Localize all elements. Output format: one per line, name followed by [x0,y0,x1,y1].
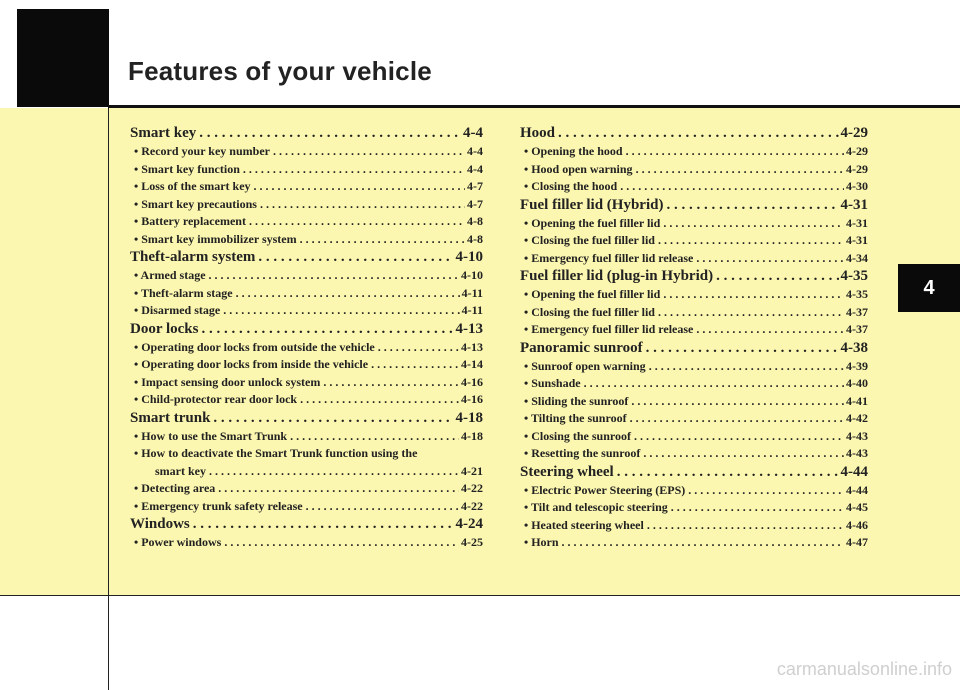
toc-entry-label: • Sunshade . . . [524,375,844,393]
toc-page-number: 4-7 [467,179,483,193]
toc-subentry[interactable] [520,215,868,233]
toc-subentry[interactable] [130,178,483,196]
toc-page-number: 4-10 [461,268,483,282]
toc-entry-label: • Sliding the sunroof . . . [524,393,844,411]
toc-entry-label: • Closing the hood . . . [524,178,844,196]
toc-entry-label: • Electric Power Steering (EPS) . . . [524,482,844,500]
toc-section[interactable] [520,463,868,482]
toc-page-number: 4-46 [846,517,868,532]
toc-entry-label: Panoramic sunroof . . . [520,339,839,358]
toc-subentry[interactable] [520,304,868,322]
toc-entry-label: • Operating door locks from outside the vehicle . . . [134,339,459,357]
toc-subentry[interactable] [130,285,483,303]
toc-subentry[interactable] [520,232,868,250]
toc-entry-label: • Tilt and telescopic steering . . . [524,499,844,517]
toc-subentry[interactable] [130,374,483,392]
toc-subentry[interactable] [130,498,483,516]
toc-section[interactable] [130,320,483,339]
toc-page-number: 4-18 [455,409,483,426]
toc-page-number: 4-11 [461,303,483,317]
toc-subentry[interactable] [520,534,868,552]
toc-entry-label: • Operating door locks from inside the vehicle . . . [134,356,459,374]
toc-entry-label: • Tilting the sunroof . . . [524,410,844,428]
toc-entry-label: Fuel filler lid (plug-in Hybrid) . . . [520,267,839,286]
toc-subentry[interactable] [520,499,868,517]
toc-page-number: 4-4 [463,125,483,141]
toc-left-column [130,124,483,552]
toc-page-number: 4-4 [467,161,483,176]
toc-section[interactable] [130,515,483,534]
toc-page-number: 4-4 [467,144,483,158]
toc-section[interactable] [520,196,868,215]
toc-entry-label: • Smart key immobilizer system . . . [134,231,465,249]
toc-page-number: 4-18 [461,428,483,443]
toc-entry-label: • Record your key number . . . [134,143,465,161]
toc-entry-label: • How to use the Smart Trunk . . . [134,428,459,446]
watermark-text: carmanualsonline.info [776,659,952,679]
toc-subentry[interactable] [520,358,868,376]
toc-entry-label: • Opening the fuel filler lid . . . [524,286,844,304]
toc-entry-label: • Child-protector rear door lock . . . [134,391,459,409]
toc-subentry[interactable] [130,196,483,214]
toc-page-number: 4-43 [846,428,868,443]
toc-subentry[interactable] [130,428,483,446]
toc-entry-label: • Power windows . . . [134,534,459,552]
toc-entry-label: • Closing the fuel filler lid . . . [524,232,844,250]
toc-entry-label: • Emergency fuel filler lid release . . . [524,321,844,339]
toc-subentry[interactable] [130,339,483,357]
toc-subentry[interactable] [130,143,483,161]
toc-page-number: 4-14 [461,357,483,371]
toc-page-number: 4-44 [846,482,868,497]
toc-page-number: 4-40 [846,376,868,390]
toc-page-number: 4-39 [846,358,868,373]
toc-page-number: 4-41 [846,393,868,408]
toc-page-number: 4-7 [467,196,483,211]
toc-entry-label: Hood . . . [520,124,839,143]
toc-page-number: 4-8 [467,214,483,228]
toc-page-number: 4-44 [840,463,868,480]
toc-page-number: 4-29 [846,144,868,158]
toc-subentry[interactable] [520,250,868,268]
toc-subentry[interactable] [520,393,868,411]
margin-divider [108,108,109,595]
toc-page-number: 4-37 [846,322,868,336]
toc-entry-label: Smart key . . . [130,124,461,143]
toc-entry-label: • Battery replacement . . . [134,213,465,231]
toc-page-number: 4-30 [846,179,868,193]
chapter-tab[interactable]: 4 [898,264,960,312]
page-title: Features of your vehicle [128,56,432,86]
toc-entry-label: smart key . . . [155,463,459,481]
toc-entry-label: • Hood open warning . . . [524,161,844,179]
toc-page-number: 4-8 [467,231,483,246]
toc-entry-label: • Resetting the sunroof . . . [524,445,844,463]
toc-subentry[interactable] [520,375,868,393]
toc-subentry[interactable] [130,161,483,179]
toc-subentry[interactable] [130,213,483,231]
margin-panel [0,108,108,595]
toc-subentry[interactable] [130,391,483,409]
toc-entry-label: • Closing the sunroof . . . [524,428,844,446]
toc-entry-label: • Heated steering wheel . . . [524,517,844,535]
toc-subentry[interactable] [130,534,483,552]
toc-subentry[interactable] [520,482,868,500]
toc-entry-label: Fuel filler lid (Hybrid) . . . [520,196,839,215]
toc-section[interactable] [130,409,483,428]
toc-entry-label: Steering wheel . . . [520,463,839,482]
toc-subentry[interactable] [520,321,868,339]
toc-entry-label: • Closing the fuel filler lid . . . [524,304,844,322]
toc-page-number: 4-35 [840,268,868,284]
toc-subentry[interactable] [130,480,483,498]
toc-page-number: 4-29 [840,125,868,141]
toc-page-number: 4-47 [846,535,868,549]
toc-subentry[interactable] [130,267,483,285]
toc-page-number: 4-31 [840,196,868,213]
toc-page-number: 4-29 [846,161,868,176]
toc-subentry[interactable] [130,302,483,320]
bottom-margin-divider [108,595,109,690]
toc-subentry[interactable] [520,445,868,463]
toc-entry-label: Windows . . . [130,515,454,534]
toc-entry-line: • How to deactivate the Smart Trunk function using the [134,446,418,460]
toc-section[interactable] [520,124,868,143]
toc-page-number: 4-25 [461,535,483,549]
toc-entry-label: • Disarmed stage . . . [134,302,460,320]
toc-entry-label: • Emergency fuel filler lid release . . . [524,250,844,268]
toc-subentry[interactable] [520,428,868,446]
toc-page-number: 4-13 [455,320,483,337]
toc-page-number: 4-38 [840,339,868,356]
toc-subentry[interactable] [130,356,483,374]
toc-subentry[interactable] [130,231,483,249]
toc-entry-label: • Loss of the smart key . . . [134,178,465,196]
toc-section[interactable] [520,267,868,286]
toc-page-number: 4-13 [461,339,483,354]
toc-subentry[interactable] [520,410,868,428]
toc-right-column [520,124,868,552]
toc-page-number: 4-22 [461,498,483,513]
bottom-rule [0,595,960,596]
toc-page-number: 4-10 [455,249,483,265]
toc-entry-label: • Opening the fuel filler lid . . . [524,215,844,233]
toc-subentry[interactable] [520,517,868,535]
toc-entry-label: Smart trunk . . . [130,409,454,428]
toc-section[interactable] [130,124,483,143]
toc-entry-label: • Emergency trunk safety release . . . [134,498,459,516]
toc-subentry[interactable] [520,143,868,161]
toc-page-number: 4-31 [846,215,868,230]
toc-entry-label: • Smart key precautions . . . [134,196,465,214]
toc-subentry[interactable] [520,286,868,304]
toc-entry-label: Theft-alarm system . . . [130,248,454,267]
toc-entry-label: • Impact sensing door unlock system . . . [134,374,459,392]
toc-entry-label: • Horn . . . [524,534,844,552]
toc-page-number: 4-11 [461,285,483,300]
toc-section[interactable] [520,339,868,358]
toc-entry-label: • Detecting area . . . [134,480,459,498]
toc-page-number: 4-43 [846,446,868,460]
toc-entry-label: Door locks . . . [130,320,454,339]
toc-entry-label: • Smart key function . . . [134,161,465,179]
toc-page-number: 4-31 [846,233,868,247]
toc-subentry[interactable] [520,178,868,196]
toc-page-number: 4-16 [461,392,483,406]
toc-entry-label: • Sunroof open warning . . . [524,358,844,376]
toc-page-number: 4-22 [461,481,483,495]
toc-page-number: 4-45 [846,500,868,514]
toc-entry-label: • Theft-alarm stage . . . [134,285,460,303]
toc-page-number: 4-16 [461,374,483,389]
toc-page-number: 4-34 [846,250,868,265]
toc-entry-label: • Opening the hood . . . [524,143,844,161]
toc-page-number: 4-42 [846,411,868,425]
toc-page-number: 4-35 [846,287,868,301]
chapter-corner-block [17,9,109,107]
toc-section[interactable] [130,248,483,267]
toc-entry-label: • Armed stage . . . [134,267,459,285]
toc-page-number: 4-24 [455,516,483,532]
toc-page-number: 4-37 [846,304,868,319]
toc-subentry-continued[interactable] [130,463,483,481]
toc-subentry[interactable] [520,161,868,179]
toc-page-number: 4-21 [461,463,483,478]
